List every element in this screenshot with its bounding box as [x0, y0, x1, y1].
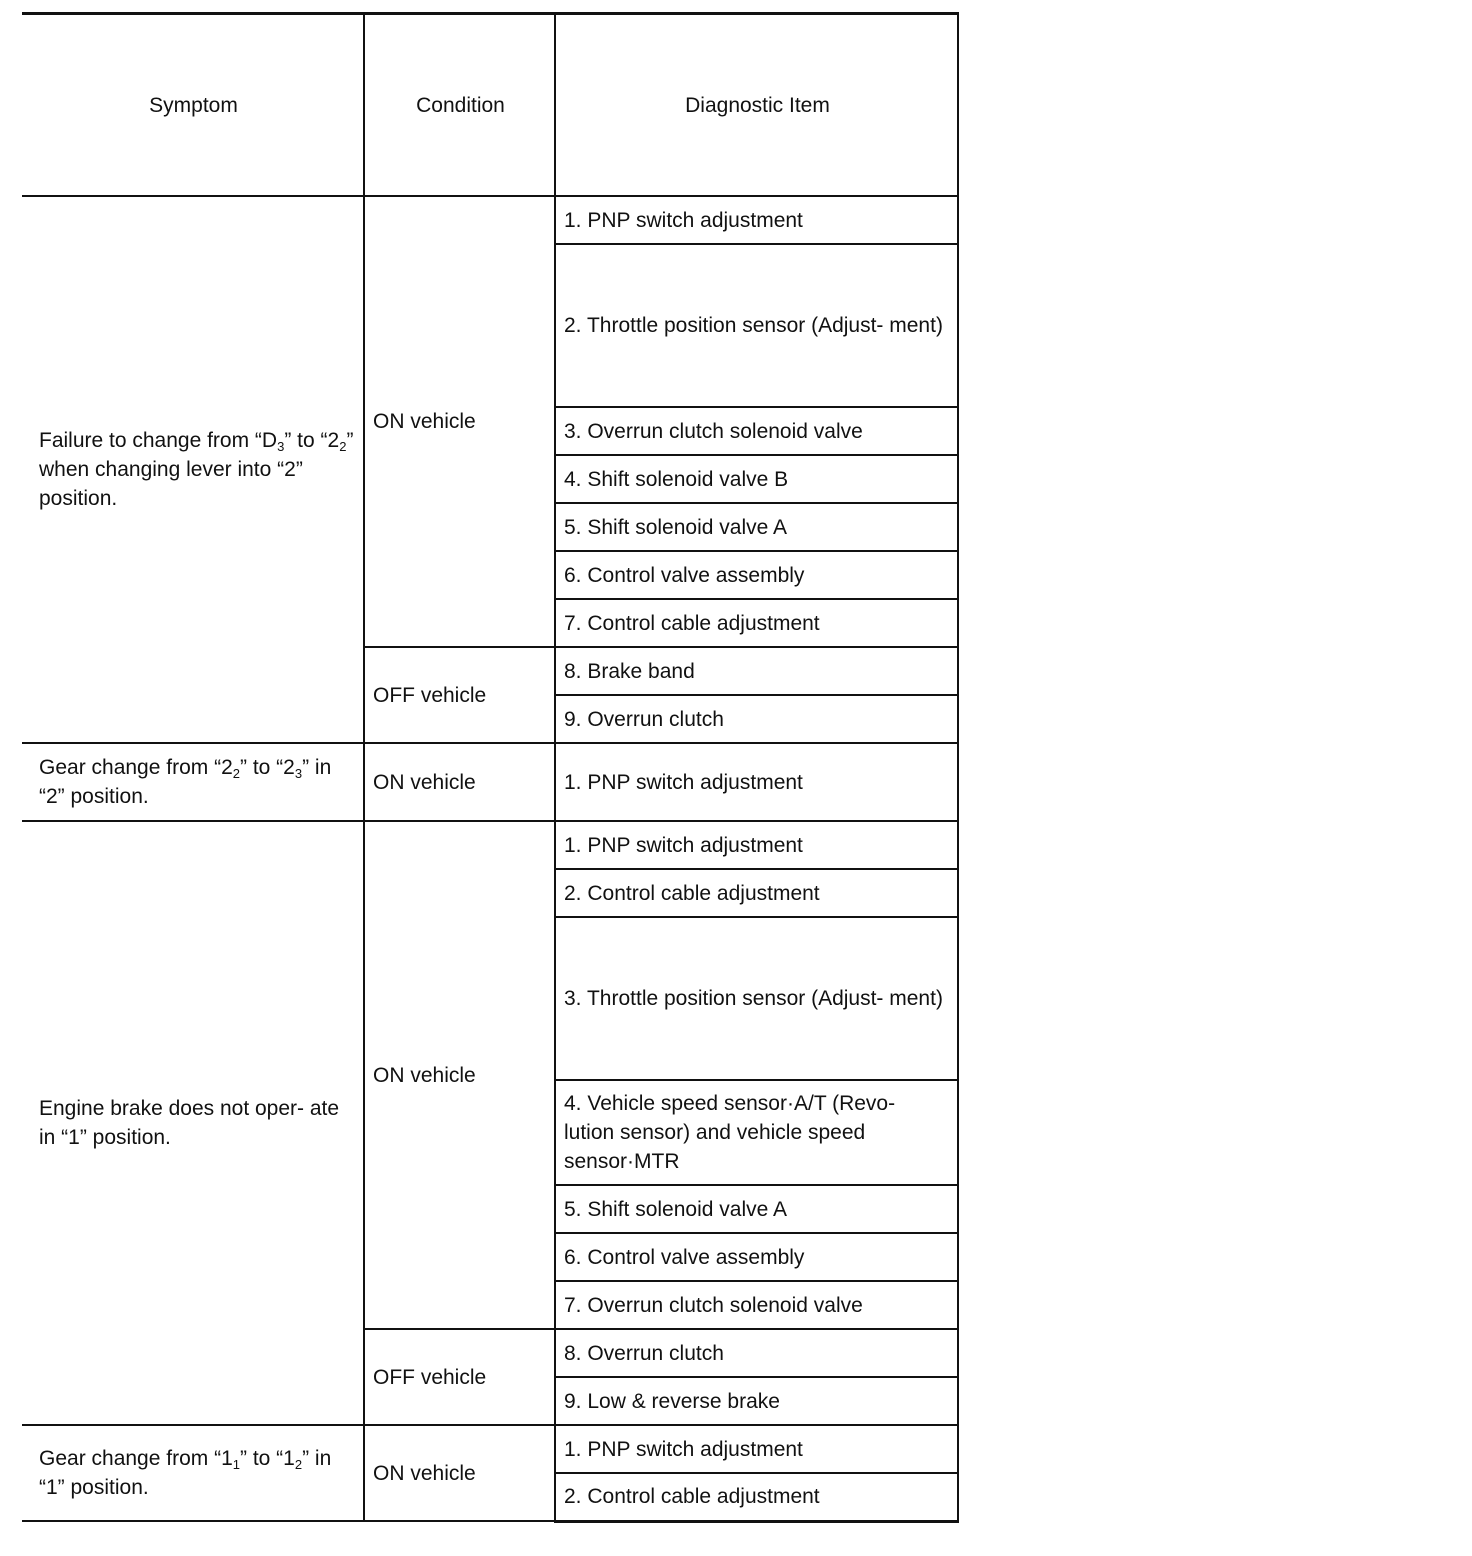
- diagnostic-item: 2. Control cable adjustment: [555, 869, 958, 917]
- condition-cell: ON vehicle: [364, 196, 555, 647]
- symptom-cell: Gear change from “$2_2$” to “$2_3$” in “2” position.: [22, 743, 364, 821]
- diagnostic-item: 8. Overrun clutch: [555, 1329, 958, 1377]
- table-row: [22, 743, 958, 821]
- diagnostic-item: 1. PNP switch adjustment: [555, 196, 958, 244]
- diagnostic-item: 4. Vehicle speed sensor·A/T (Revo- lution sensor) and vehicle speed sensor·MTR: [555, 1080, 958, 1185]
- diagnostic-item: 2. Throttle position sensor (Adjust- ment): [555, 244, 958, 407]
- diagnostic-item: 7. Overrun clutch solenoid valve: [555, 1281, 958, 1329]
- diagnostic-item: 6. Control valve assembly: [555, 551, 958, 599]
- diagnostic-item: 2. Control cable adjustment: [555, 1473, 958, 1521]
- table-row: [22, 196, 958, 244]
- diagnostic-item: 3. Overrun clutch solenoid valve: [555, 407, 958, 455]
- header-row: [22, 14, 958, 197]
- symptom-cell: Engine brake does not oper- ate in “1” position.: [22, 821, 364, 1425]
- condition-cell: OFF vehicle: [364, 647, 555, 743]
- diagnostic-item: 5. Shift solenoid valve A: [555, 1185, 958, 1233]
- diagnostic-item: 9. Overrun clutch: [555, 695, 958, 743]
- diagnostic-item: 4. Shift solenoid valve B: [555, 455, 958, 503]
- diagnostic-item: 6. Control valve assembly: [555, 1233, 958, 1281]
- diagnostic-item: 1. PNP switch adjustment: [555, 821, 958, 869]
- header-condition: Condition: [364, 14, 555, 197]
- diagnostic-item: 8. Brake band: [555, 647, 958, 695]
- diagnostic-item: 1. PNP switch adjustment: [555, 1425, 958, 1473]
- condition-cell: ON vehicle: [364, 743, 555, 821]
- diagnostic-item: 5. Shift solenoid valve A: [555, 503, 958, 551]
- condition-cell: ON vehicle: [364, 1425, 555, 1521]
- table-row: [22, 1425, 958, 1473]
- diagnostic-item: 9. Low & reverse brake: [555, 1377, 958, 1425]
- diagnosis-table: [22, 12, 959, 1523]
- condition-cell: ON vehicle: [364, 821, 555, 1329]
- diagnostic-item: 3. Throttle position sensor (Adjust- ment): [555, 917, 958, 1080]
- table-row: [22, 821, 958, 869]
- symptom-cell: Gear change from “$1_1$” to “$1_2$” in “1” position.: [22, 1425, 364, 1521]
- diagnostic-item: 7. Control cable adjustment: [555, 599, 958, 647]
- symptom-cell: Failure to change from “$D_3$” to “$2_2$” when changing lever into “2” position.: [22, 196, 364, 743]
- header-symptom: Symptom: [22, 14, 364, 197]
- header-diagnostic-item: Diagnostic Item: [555, 14, 958, 197]
- diagnostic-item: 1. PNP switch adjustment: [555, 743, 958, 821]
- condition-cell: OFF vehicle: [364, 1329, 555, 1425]
